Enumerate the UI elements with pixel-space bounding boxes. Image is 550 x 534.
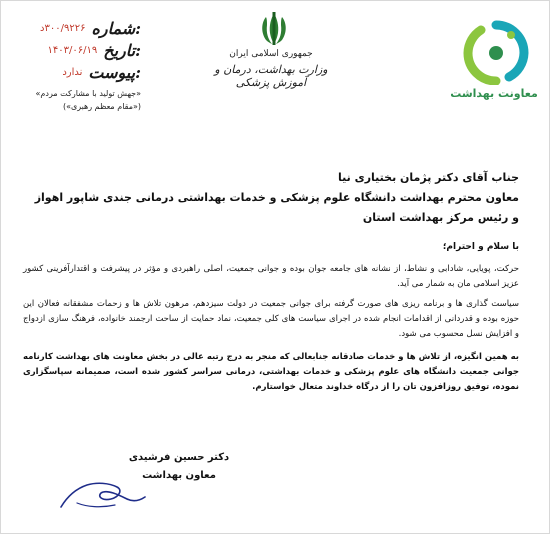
date-row: [29, 39, 141, 61]
iran-emblem-icon: [257, 11, 291, 47]
attachment-label: پیوست:: [88, 62, 141, 82]
attachment-row: [29, 61, 141, 83]
logo-text: معاونت بهداشت: [450, 87, 538, 100]
signer-name: دکتر حسین فرشیدی: [128, 452, 230, 463]
salutation: با سلام و احترام؛: [442, 242, 519, 252]
handwritten-signature-icon: [57, 477, 149, 515]
recipient-name: جناب آقای دکتر پژمان بختیاری نیا: [338, 171, 519, 184]
date-value: ۱۴۰۳/۰۶/۱۹: [47, 44, 98, 56]
recipient-title: معاون محترم بهداشت دانشگاه علوم پزشکی و خدمات بهداشتی درمانی جندی شاپور اهواز و رئیس مرکز بهداشت استان: [34, 191, 519, 224]
attachment-value: ندارد: [62, 66, 83, 78]
letter-meta: [29, 17, 141, 113]
health-deputy-logo-icon: [459, 19, 533, 85]
number-label: شماره:: [91, 18, 141, 38]
paragraph-3: به همین انگیزه، از تلاش ها و خدمات صادقانه جنابعالی که منجر به درج رتبه عالی در بخش معاونت های بهداشت کارنامه جوانی جمعیت دانشگاه های علوم پزشکی و خدمات بهداشتی، درمانی سراسر کشور شده است، صمیمانه سپاسگزاری نموده، توفیق روزافزون تان را از درگاه خداوند متعال خواستارم.: [23, 352, 519, 392]
slogan: «جهش تولید با مشارکت مردم»: [35, 89, 141, 98]
number-row: [29, 17, 141, 39]
signer-title: معاون بهداشت: [142, 470, 216, 481]
number-value: ۳۰۰/۹۲۲۶د: [40, 22, 86, 34]
date-label: تاریخ:: [103, 40, 141, 60]
addressee: [27, 168, 519, 228]
gov-name: جمهوری اسلامی ایران: [229, 49, 313, 59]
ministry-name: وزارت بهداشت، درمان و آموزش پزشکی: [214, 63, 328, 89]
paragraph-2: سیاست گذاری ها و برنامه ریزی های صورت گرفته برای جوانی جمعیت در دولت سیزدهم، مرهون تلاش ها و زحمات مشفقانه فعالان این حوزه بوده و قدردانی از اقدامات انجام شده در اجرای سیاست های کلی جمعیت، نماد حمایت از ساحت ارجمند خانواده، فرهنگ سازی ازدواج و افزایش نسل محسوب می شود.: [23, 299, 519, 339]
ministry-heading: [201, 49, 341, 89]
paragraph-1: حرکت، پویایی، شادابی و نشاط، از نشانه های جامعه جوان بوده و جوانی جمعیت، اصلی راهبردی و مؤثر در پیشرفت و اقتدارآفرینی کشور عزیز اسلامی مان به شمار می آید.: [23, 264, 519, 289]
slogan-source: («مقام معظم رهبری»): [62, 102, 141, 111]
